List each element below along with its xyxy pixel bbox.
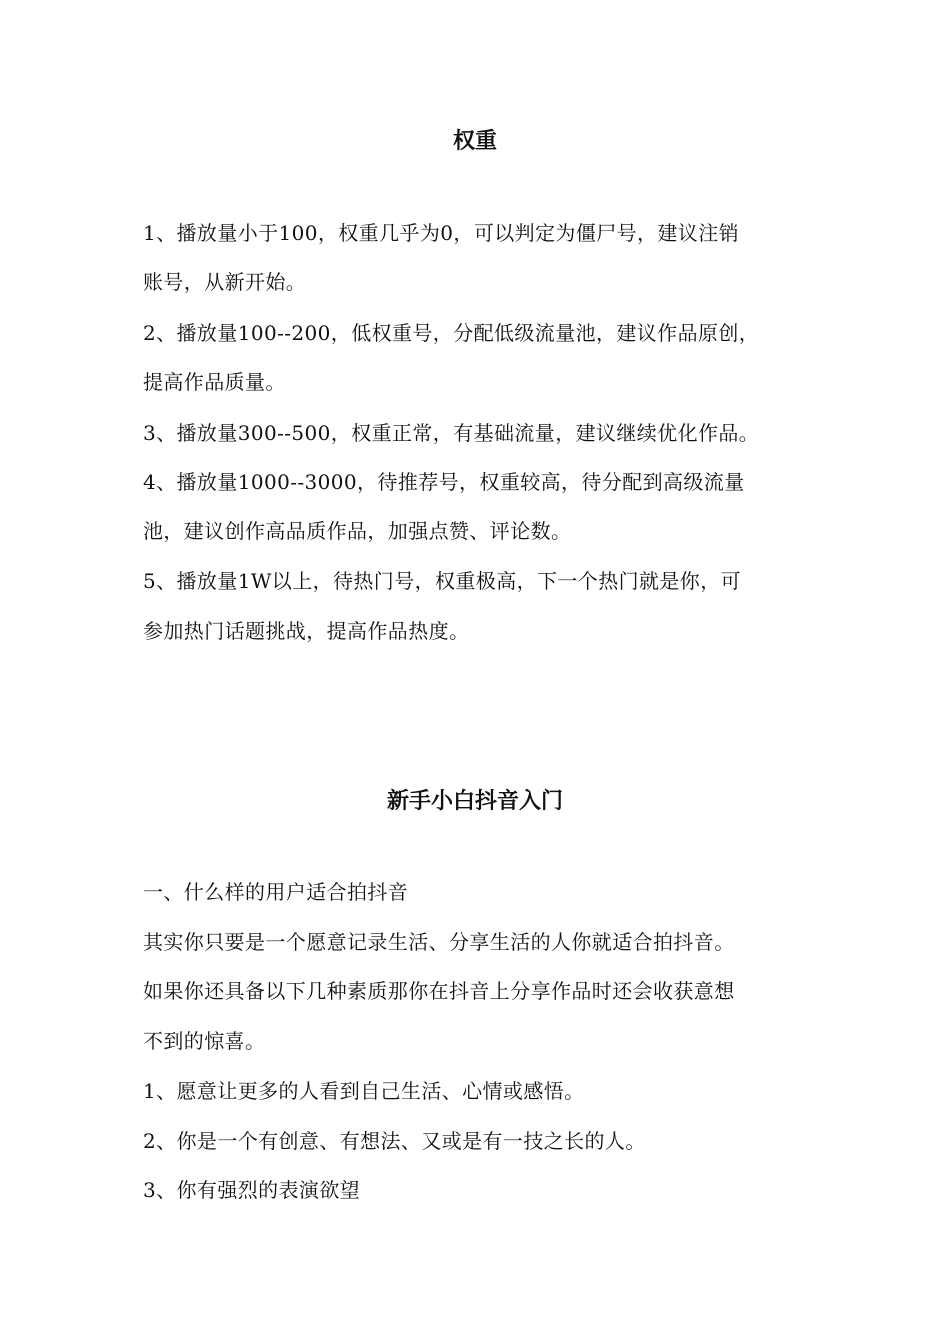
paragraph-line: 如果你还具备以下几种素质那你在抖音上分享作品时还会收获意想 <box>143 979 735 1003</box>
paragraph-line: 3、播放量300--500，权重正常，有基础流量，建议继续优化作品。 <box>143 421 760 445</box>
paragraph-line: 不到的惊喜。 <box>143 1029 266 1053</box>
paragraph-line: 2、播放量100--200，低权重号，分配低级流量池，建议作品原创， <box>143 321 760 345</box>
paragraph-line: 2、你是一个有创意、有想法、又或是有一技之长的人。 <box>143 1129 646 1153</box>
paragraph-line: 账号，从新开始。 <box>143 270 307 294</box>
paragraph-line: 3、你有强烈的表演欲望 <box>143 1178 361 1202</box>
paragraph-line: 池，建议创作高品质作品，加强点赞、评论数。 <box>143 519 572 543</box>
paragraph-line: 1、愿意让更多的人看到自己生活、心情或感悟。 <box>143 1079 585 1103</box>
paragraph-line: 1、播放量小于100，权重几乎为0，可以判定为僵尸号，建议注销 <box>143 221 740 245</box>
paragraph-line: 其实你只要是一个愿意记录生活、分享生活的人你就适合拍抖音。 <box>143 930 735 954</box>
paragraph-line: 一、什么样的用户适合拍抖音 <box>143 880 409 904</box>
paragraph-line: 提高作品质量。 <box>143 370 286 394</box>
section-title-beginner: 新手小白抖音入门 <box>386 789 563 814</box>
paragraph-line: 5、播放量1W以上，待热门号，权重极高，下一个热门就是你，可 <box>143 569 742 593</box>
paragraph-line: 4、播放量1000--3000，待推荐号，权重较高，待分配到高级流量 <box>143 470 745 494</box>
paragraph-line: 参加热门话题挑战，提高作品热度。 <box>143 619 470 643</box>
section-title-weight: 权重 <box>452 129 497 154</box>
